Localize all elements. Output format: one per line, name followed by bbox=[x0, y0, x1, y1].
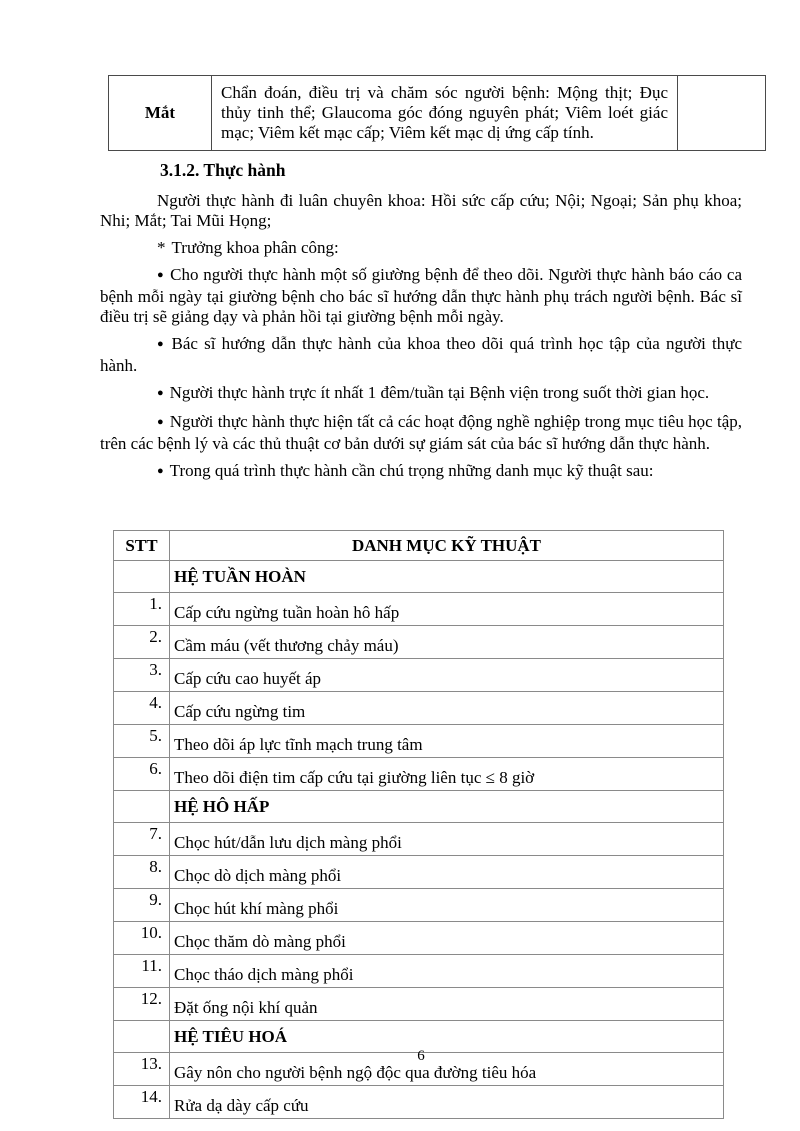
paragraph bbox=[100, 412, 742, 454]
row-number: 3. bbox=[114, 659, 170, 692]
row-label: Cầm máu (vết thương chảy máu) bbox=[170, 626, 724, 659]
table-row bbox=[114, 626, 724, 659]
eye-specialty-table bbox=[108, 75, 766, 151]
row-label: Chọc hút khí màng phổi bbox=[170, 889, 724, 922]
row-number: 9. bbox=[114, 889, 170, 922]
paragraph bbox=[100, 383, 742, 405]
paragraph bbox=[100, 238, 742, 258]
table-row bbox=[114, 889, 724, 922]
table-section-row bbox=[114, 561, 724, 593]
specialty-description-cell: Chẩn đoán, điều trị và chăm sóc người bệnh: Mộng thịt; Đục thủy tinh thể; Glaucoma góc đóng nguyên phát; Viêm loét giác mạc; Viêm kết mạc cấp; Viêm kết mạc dị ứng cấp tính. bbox=[212, 76, 678, 151]
technique-list-table bbox=[113, 530, 724, 1119]
paragraph-text: Người thực hành đi luân chuyên khoa: Hồi sức cấp cứu; Nội; Ngoại; Sản phụ khoa; Nhi; Mắt; Tai Mũi Họng; bbox=[100, 191, 742, 230]
table-row bbox=[114, 823, 724, 856]
table-row bbox=[114, 988, 724, 1021]
bullet-marker: * bbox=[157, 238, 166, 257]
table-row bbox=[114, 725, 724, 758]
row-label: Chọc thăm dò màng phổi bbox=[170, 922, 724, 955]
table-row bbox=[114, 1086, 724, 1119]
table-header-row bbox=[114, 531, 724, 561]
table-row bbox=[114, 856, 724, 889]
row-label: Theo dõi điện tim cấp cứu tại giường liên tục ≤ 8 giờ bbox=[170, 758, 724, 791]
bullet-marker: ● bbox=[157, 416, 164, 428]
table-section-row bbox=[114, 791, 724, 823]
stt-column-header: STT bbox=[114, 531, 170, 561]
row-label: Rửa dạ dày cấp cứu bbox=[170, 1086, 724, 1119]
row-number: 5. bbox=[114, 725, 170, 758]
page-number: 6 bbox=[417, 1048, 425, 1064]
specialty-name-cell: Mắt bbox=[109, 76, 212, 151]
table-row bbox=[114, 922, 724, 955]
paragraph bbox=[100, 461, 742, 483]
bullet-marker: ● bbox=[157, 269, 165, 281]
bullet-marker: ● bbox=[157, 465, 164, 477]
paragraph-text: Trưởng khoa phân công: bbox=[171, 238, 339, 257]
row-label: Gây nôn cho người bệnh ngộ độc qua đường tiêu hóa bbox=[170, 1053, 724, 1086]
table-row bbox=[109, 76, 766, 151]
table-row bbox=[114, 955, 724, 988]
row-label: Chọc tháo dịch màng phổi bbox=[170, 955, 724, 988]
paragraph bbox=[100, 334, 742, 376]
row-number: 11. bbox=[114, 955, 170, 988]
row-number: 4. bbox=[114, 692, 170, 725]
row-label: Chọc hút/dẫn lưu dịch màng phổi bbox=[170, 823, 724, 856]
body-paragraphs bbox=[100, 191, 742, 490]
row-number: 8. bbox=[114, 856, 170, 889]
bullet-marker: ● bbox=[157, 338, 166, 350]
bullet-marker: ● bbox=[157, 387, 164, 399]
table-row bbox=[114, 593, 724, 626]
row-label: Theo dõi áp lực tĩnh mạch trung tâm bbox=[170, 725, 724, 758]
category-column-header: DANH MỤC KỸ THUẬT bbox=[170, 531, 724, 561]
paragraph bbox=[100, 265, 742, 327]
row-label: Cấp cứu ngừng tim bbox=[170, 692, 724, 725]
row-number: 14. bbox=[114, 1086, 170, 1119]
paragraph-text: Người thực hành trực ít nhất 1 đêm/tuần tại Bệnh viện trong suốt thời gian học. bbox=[169, 383, 710, 402]
row-label: Cấp cứu cao huyết áp bbox=[170, 659, 724, 692]
row-label: Chọc dò dịch màng phổi bbox=[170, 856, 724, 889]
row-label: Cấp cứu ngừng tuần hoàn hô hấp bbox=[170, 593, 724, 626]
row-number: 7. bbox=[114, 823, 170, 856]
paragraph-text: Trong quá trình thực hành cần chú trọng những danh mục kỹ thuật sau: bbox=[169, 461, 654, 480]
paragraph-text: Cho người thực hành một số giường bệnh để theo dõi. Người thực hành báo cáo ca bệnh mỗi ngày tại giường bệnh cho bác sĩ hướng dẫn thực hành phụ trách người bệnh. Bác sĩ điều trị sẽ giảng dạy và phản hồi tại giường bệnh mỗi ngày. bbox=[100, 265, 742, 326]
table-row bbox=[114, 758, 724, 791]
row-number: 10. bbox=[114, 922, 170, 955]
row-number bbox=[114, 791, 170, 823]
row-label: Đặt ống nội khí quản bbox=[170, 988, 724, 1021]
table-row bbox=[114, 692, 724, 725]
note-cell bbox=[678, 76, 766, 151]
section-label: HỆ TIÊU HOÁ bbox=[170, 1021, 724, 1053]
row-number: 12. bbox=[114, 988, 170, 1021]
table-row bbox=[114, 659, 724, 692]
paragraph-text: Người thực hành thực hiện tất cả các hoạt động nghề nghiệp trong mục tiêu học tập, trên các bệnh lý và các thủ thuật cơ bản dưới sự giám sát của bác sĩ hướng dẫn thực hành. bbox=[100, 412, 742, 453]
section-label: HỆ HÔ HẤP bbox=[170, 791, 724, 823]
section-label: HỆ TUẦN HOÀN bbox=[170, 561, 724, 593]
section-heading: 3.1.2. Thực hành bbox=[160, 160, 286, 180]
paragraph-text: Bác sĩ hướng dẫn thực hành của khoa theo dõi quá trình học tập của người thực hành. bbox=[100, 334, 742, 375]
row-number: 13. bbox=[114, 1053, 170, 1086]
row-number: 2. bbox=[114, 626, 170, 659]
row-number bbox=[114, 561, 170, 593]
paragraph bbox=[100, 191, 742, 231]
row-number: 6. bbox=[114, 758, 170, 791]
row-number: 1. bbox=[114, 593, 170, 626]
